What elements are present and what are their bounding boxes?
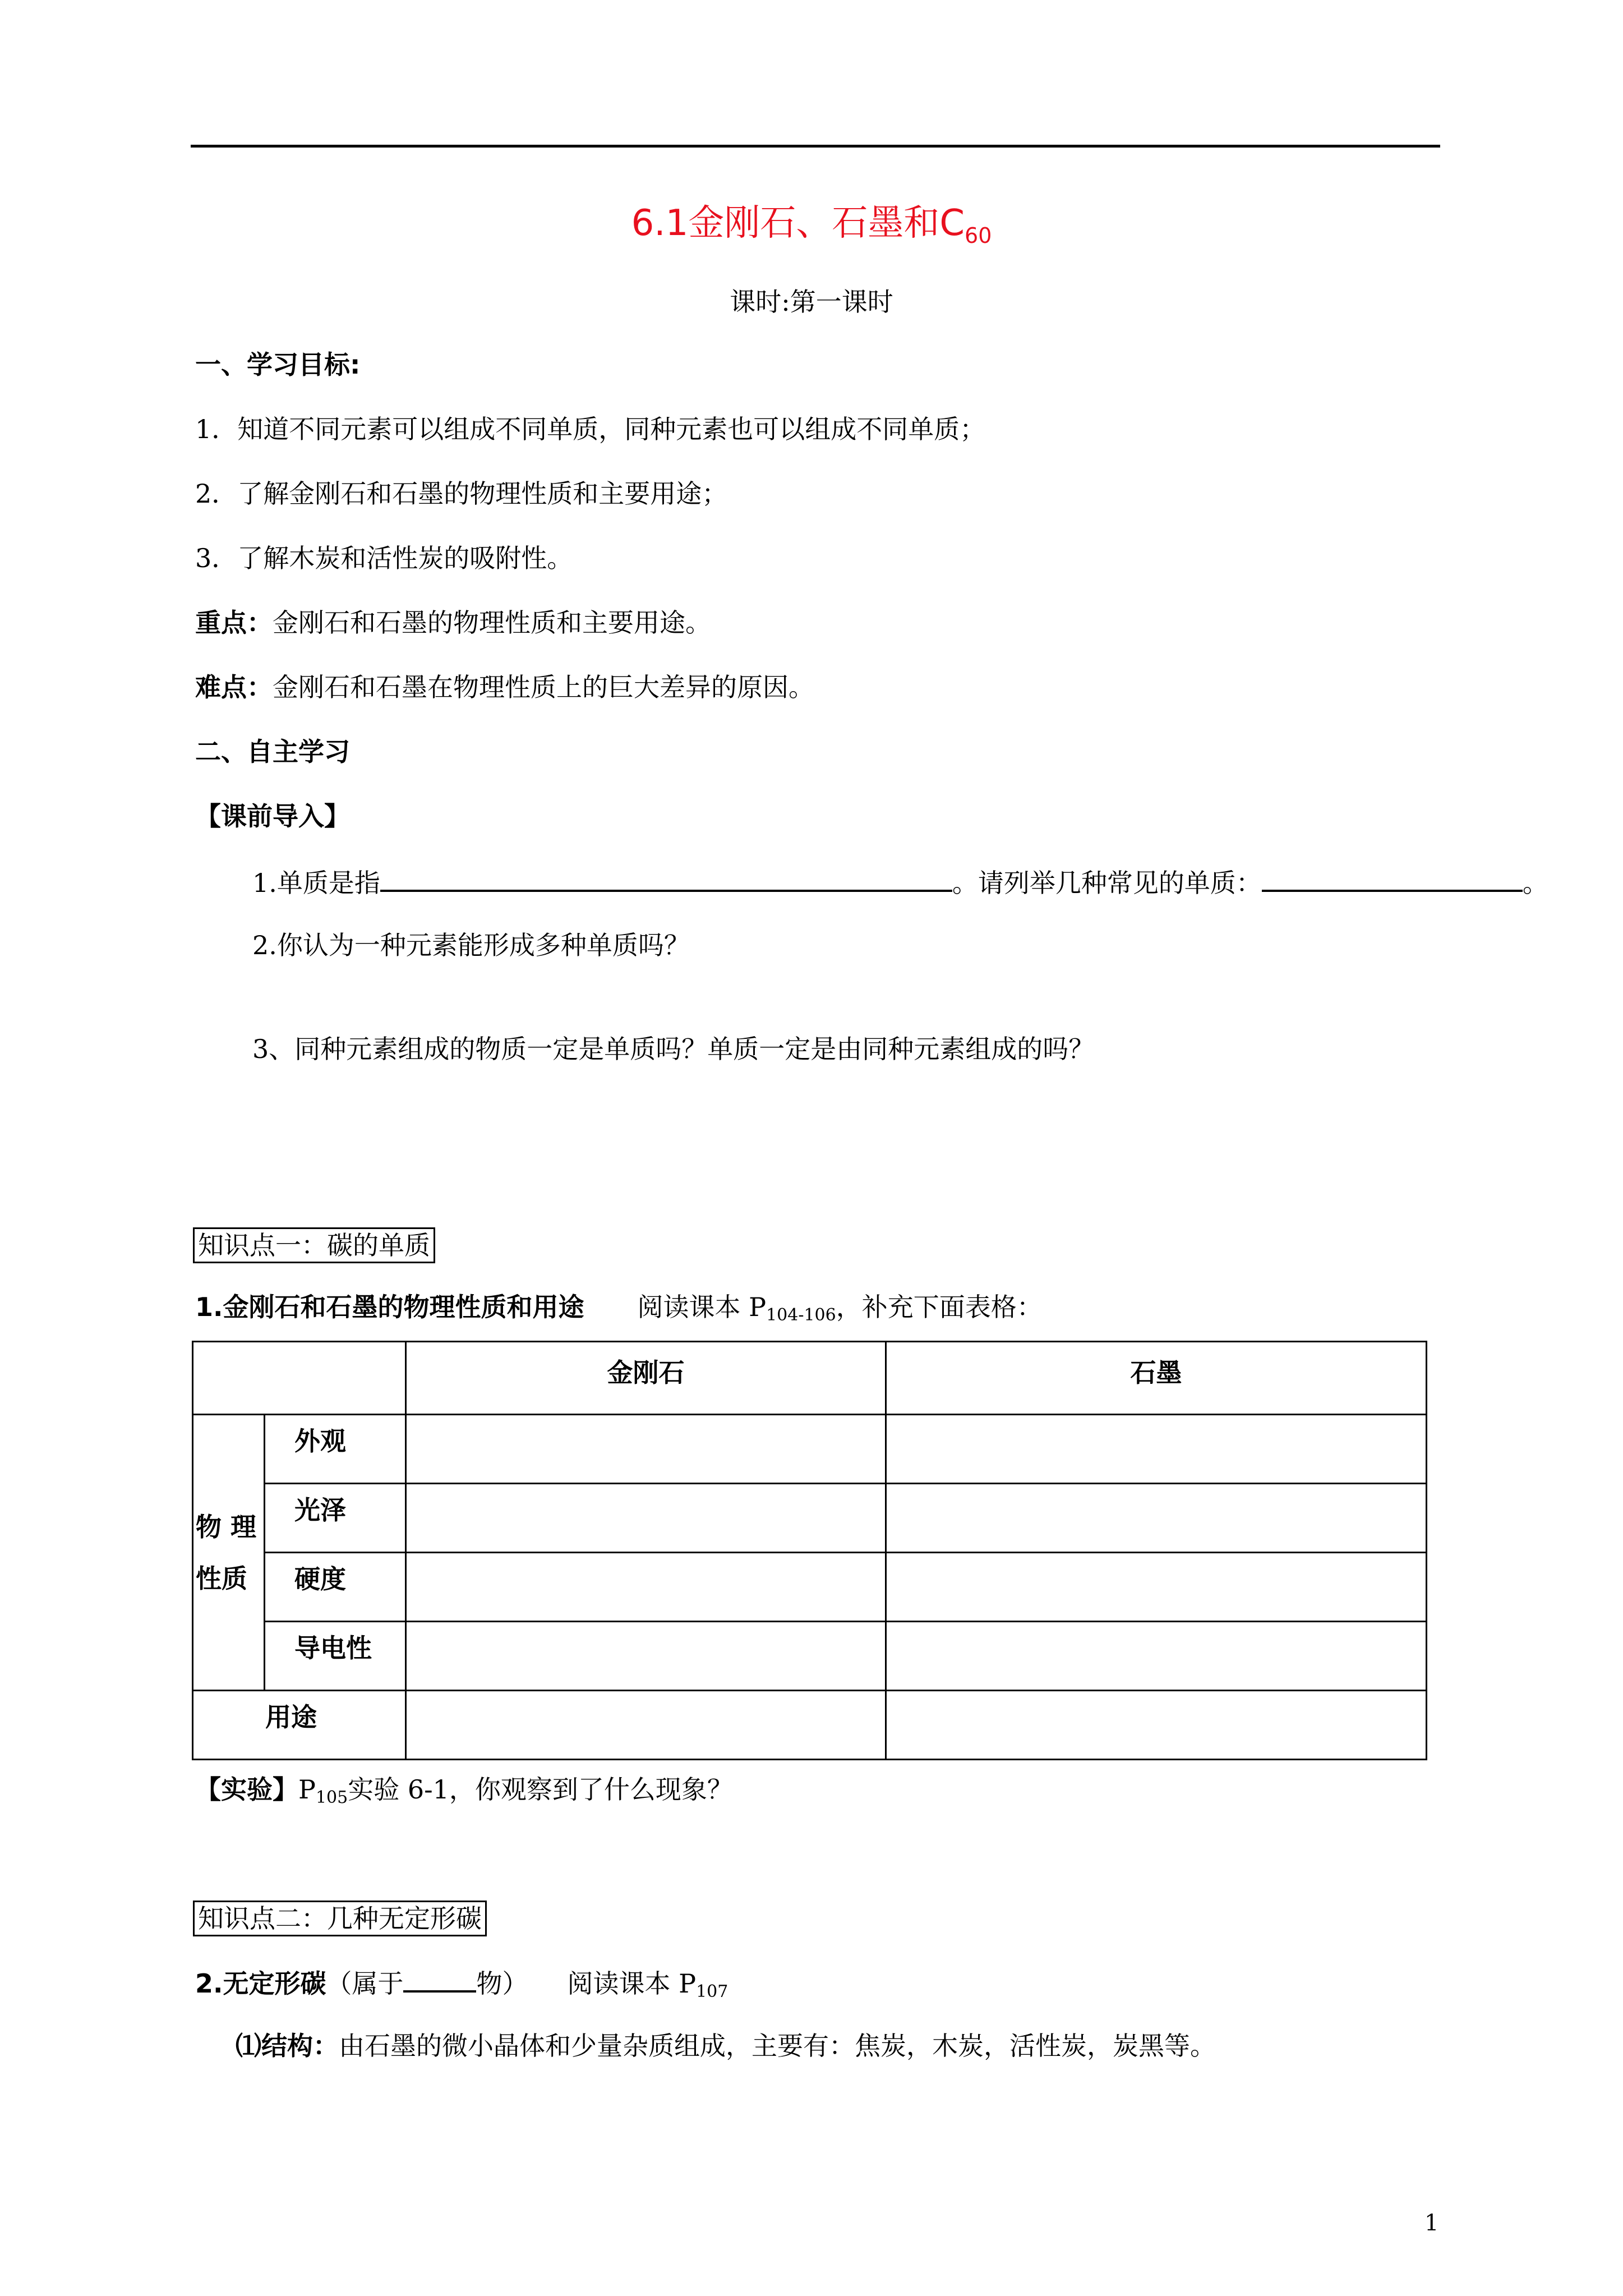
table-cell[interactable]: [886, 1553, 1427, 1622]
row-label: 外观: [265, 1415, 406, 1484]
answer-blank[interactable]: [380, 864, 952, 892]
lesson-period: 课时:第一课时: [730, 287, 893, 317]
key-point: 重点：金刚石和石墨的物理性质和主要用途。: [195, 608, 711, 638]
answer-blank[interactable]: [403, 1964, 476, 1993]
row-label: 光泽: [265, 1484, 406, 1553]
question-2: 2.你认为一种元素能形成多种单质吗？: [252, 930, 690, 960]
row-label-use: 用途: [193, 1691, 406, 1760]
properties-table: [192, 1341, 1427, 1760]
section-heading-goals: 一、学习目标:: [195, 349, 361, 380]
row-label: 硬度: [265, 1553, 406, 1622]
column-header-diamond: 金刚石: [406, 1342, 886, 1415]
header-rule: [191, 145, 1440, 148]
page-number: 1: [1424, 2210, 1439, 2236]
knowledge-point-2-box: 知识点二：几种无定形碳: [193, 1901, 487, 1936]
column-header-graphite: 石墨: [886, 1342, 1427, 1415]
table-cell[interactable]: [406, 1415, 886, 1484]
table-cell[interactable]: [886, 1415, 1427, 1484]
table-corner: [193, 1342, 406, 1415]
answer-blank[interactable]: [1262, 864, 1523, 892]
kp2-item: 2.无定形碳（属于 物） 阅读课本 $P_{107}$: [195, 1964, 728, 2000]
goal-item: 3．了解木炭和活性炭的吸附性。: [195, 543, 573, 573]
row-group-physical-properties: 物 理 性质: [193, 1415, 265, 1691]
table-cell[interactable]: [886, 1484, 1427, 1553]
kp1-item: 1.金刚石和石墨的物理性质和用途 阅读课本 $P_{104-106}$，补充下面表格：: [195, 1292, 1043, 1325]
goal-item: 2．了解金刚石和石墨的物理性质和主要用途；: [195, 478, 728, 509]
question-1: 1.单质是指 。请列举几种常见的单质： 。: [252, 864, 1548, 900]
difficult-point: 难点：金刚石和石墨在物理性质上的巨大差异的原因。: [195, 672, 814, 702]
table-cell[interactable]: [406, 1622, 886, 1691]
table-cell[interactable]: [406, 1691, 886, 1760]
structure-line: ⑴结构：由石墨的微小晶体和少量杂质组成，主要有：焦炭，木炭，活性炭，炭黑等。: [236, 2031, 1216, 2061]
goal-item: 1．知道不同元素可以组成不同单质，同种元素也可以组成不同单质；: [195, 414, 986, 444]
experiment-line: 【实验】$P_{105}$实验 6-1，你观察到了什么现象？: [195, 1774, 733, 1807]
table-cell[interactable]: [886, 1691, 1427, 1760]
table-cell[interactable]: [886, 1622, 1427, 1691]
intro-label: 【课前导入】: [195, 801, 350, 831]
section-heading-self-study: 二、自主学习: [195, 737, 350, 767]
table-cell[interactable]: [406, 1553, 886, 1622]
page-title: 6.1金刚石、石墨和$C_{60}$: [631, 203, 992, 248]
knowledge-point-1-box: 知识点一：碳的单质: [193, 1227, 435, 1263]
question-3: 3、同种元素组成的物质一定是单质吗？单质一定是由同种元素组成的吗？: [252, 1034, 1095, 1064]
row-label: 导电性: [265, 1622, 406, 1691]
table-cell[interactable]: [406, 1484, 886, 1553]
